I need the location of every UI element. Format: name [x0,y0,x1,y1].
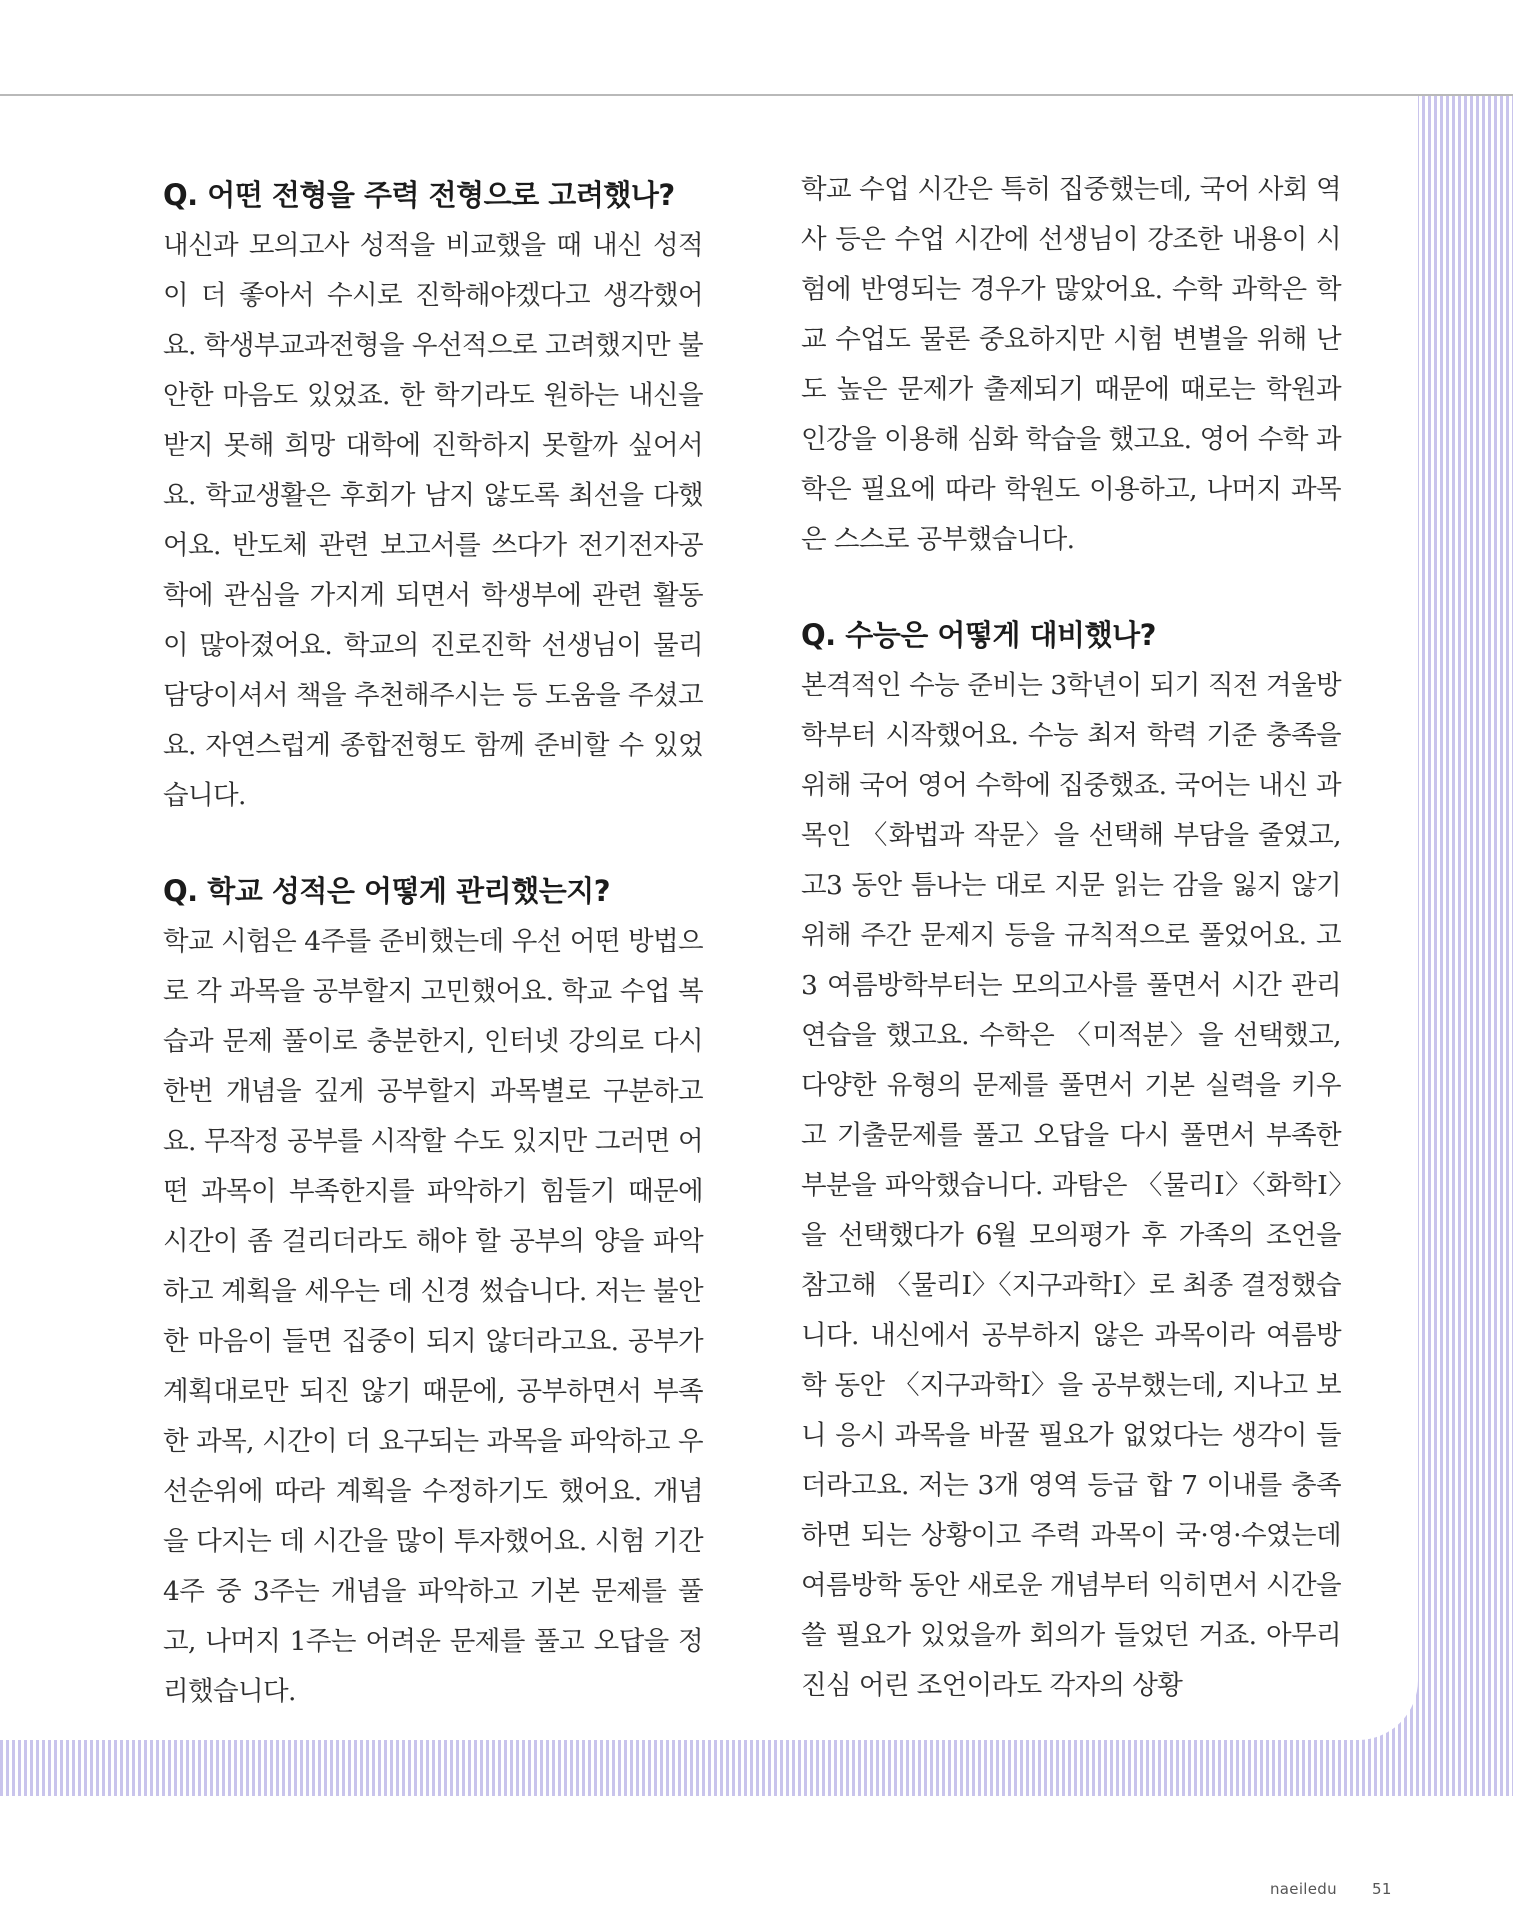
question-title: Q. 수능은 어떻게 대비했나? [801,618,1156,652]
qa-block-school-grades [163,873,703,1717]
question-title: Q. 학교 성적은 어떻게 관리했는지? [163,874,611,908]
answer-paragraph: 본격적인 수능 준비는 3학년이 되기 직전 겨울방학부터 시작했어요. 수능 최저 학력 기준 충족을 위해 국어 영어 수학에 집중했죠. 국어는 내신 과목인 〈화법과 작문〉을 선택해 부담을 줄였고, 고3 동안 틈나는 대로 지문 읽는 감을 잃지 않기 위해 주간 문제지 등을 규칙적으로 풀었어요. 고3 여름방학부터는 모의고사를 풀면서 시간 관리 연습을 했고요. 수학은 〈미적분〉을 선택했고, 다양한 유형의 문제를 풀면서 기본 실력을 키우고 기출문제를 풀고 오답을 다시 풀면서 부족한 부분을 파악했습니다. 과탐은 〈물리Ⅰ〉〈화학Ⅰ〉을 선택했다가 6월 모의평가 후 가족의 조언을 참고해 〈물리Ⅰ〉〈지구과학Ⅰ〉로 최종 결정했습니다. 내신에서 공부하지 않은 과목이라 여름방학 동안 〈지구과학Ⅰ〉을 공부했는데, 지나고 보니 응시 과목을 바꿀 필요가 없었다는 생각이 들더라고요. 저는 3개 영역 등급 합 7 이내를 충족하면 되는 상황이고 주력 과목이 국·영·수였는데 여름방학 동안 새로운 개념부터 익히면서 시간을 쓸 필요가 있었을까 회의가 들었던 거죠. 아무리 진심 어린 조언이라도 각자의 상황 [801,670,1341,1701]
question-title: Q. 어떤 전형을 주력 전형으로 고려했나? [163,178,675,212]
page-number: 51 [1372,1880,1392,1898]
answer-paragraph: 내신과 모의고사 성적을 비교했을 때 내신 성적이 더 좋아서 수시로 진학해야겠다고 생각했어요. 학생부교과전형을 우선적으로 고려했지만 불안한 마음도 있었죠. 한 학기라도 원하는 내신을 받지 못해 희망 대학에 진학하지 못할까 싶어서요. 학교생활은 후회가 남지 않도록 최선을 다했어요. 반도체 관련 보고서를 쓰다가 전기전자공학에 관심을 가지게 되면서 학생부에 관련 활동이 많아졌어요. 학교의 진로진학 선생님이 물리 담당이셔서 책을 추천해주시는 등 도움을 주셨고요. 자연스럽게 종합전형도 함께 준비할 수 있었습니다. [163,230,703,811]
right-column [801,165,1341,1763]
qa-block-school-grades-continued [801,165,1341,565]
publication-name: naeiledu [1270,1880,1337,1898]
left-column [163,165,703,1769]
qa-block-csat-prep [801,617,1341,1711]
bottom-margin [0,1796,1513,1920]
answer-paragraph: 학교 시험은 4주를 준비했는데 우선 어떤 방법으로 각 과목을 공부할지 고민했어요. 학교 수업 복습과 문제 풀이로 충분한지, 인터넷 강의로 다시 한번 개념을 깊게 공부할지 과목별로 구분하고요. 무작정 공부를 시작할 수도 있지만 그러면 어떤 과목이 부족한지를 파악하기 힘들기 때문에 시간이 좀 걸리더라도 해야 할 공부의 양을 파악하고 계획을 세우는 데 신경 썼습니다. 저는 불안한 마음이 들면 집중이 되지 않더라고요. 공부가 계획대로만 되진 않기 때문에, 공부하면서 부족한 과목, 시간이 더 요구되는 과목을 파악하고 우선순위에 따라 계획을 수정하기도 했어요. 개념을 다지는 데 시간을 많이 투자했어요. 시험 기간 4주 중 3주는 개념을 파악하고 기본 문제를 풀고, 나머지 1주는 어려운 문제를 풀고 오답을 정리했습니다. [163,926,703,1707]
page-footer [1270,1880,1392,1898]
qa-block-main-admission [163,177,703,821]
answer-paragraph: 학교 수업 시간은 특히 집중했는데, 국어 사회 역사 등은 수업 시간에 선생님이 강조한 내용이 시험에 반영되는 경우가 많았어요. 수학 과학은 학교 수업도 물론 중요하지만 시험 변별을 위해 난도 높은 문제가 출제되기 때문에 때로는 학원과 인강을 이용해 심화 학습을 했고요. 영어 수학 과학은 필요에 따라 학원도 이용하고, 나머지 과목은 스스로 공부했습니다. [801,174,1341,555]
